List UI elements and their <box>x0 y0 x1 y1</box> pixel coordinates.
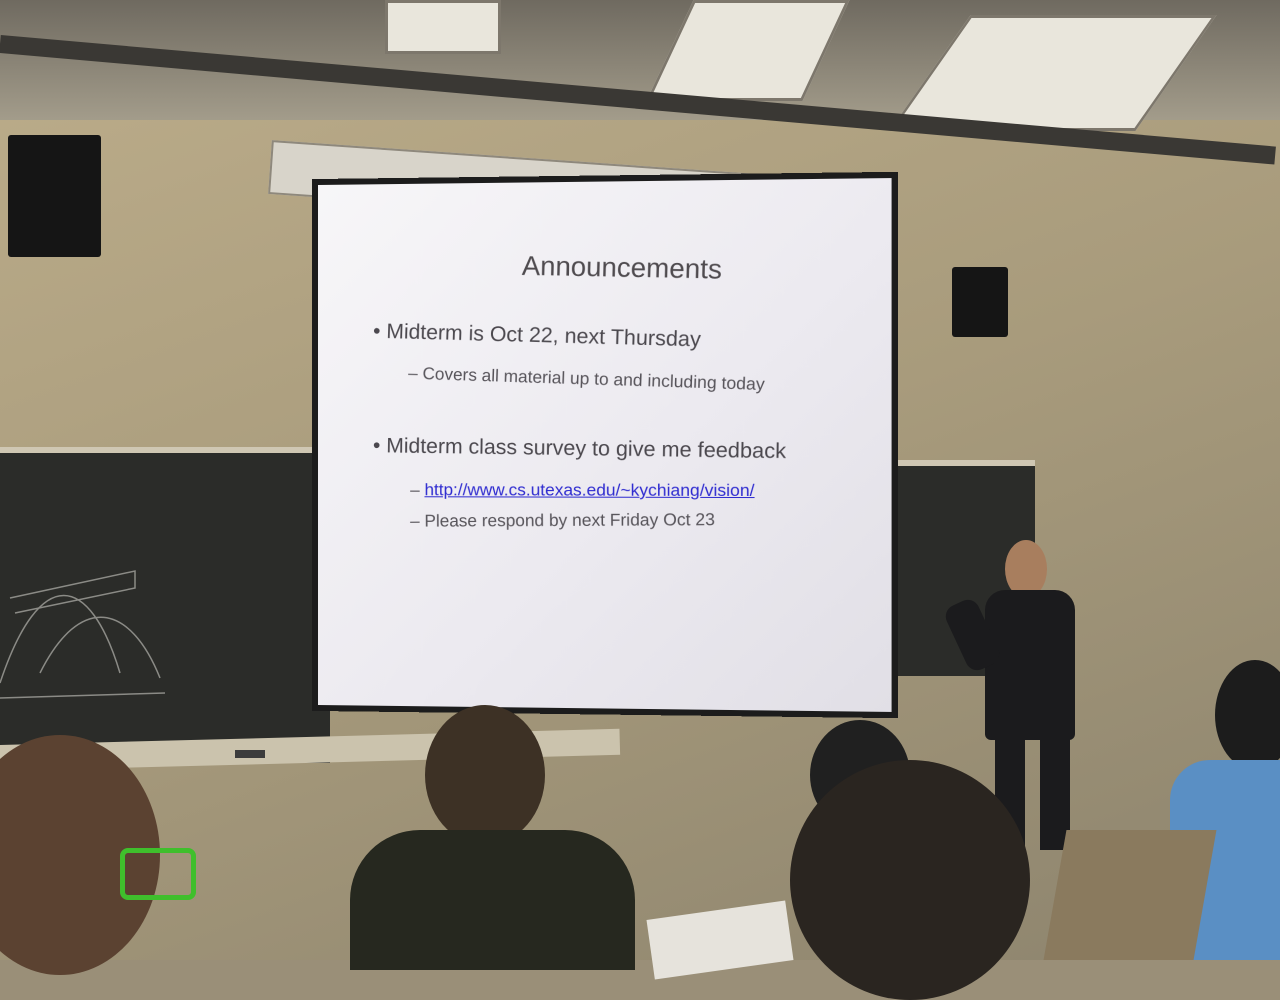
projection-screen <box>318 178 892 712</box>
subitem-dash: – <box>407 363 419 383</box>
subitem-dash: – <box>410 480 420 500</box>
slide-bullet-1 <box>373 320 701 353</box>
desk <box>1044 830 1217 960</box>
slide-subitem <box>410 510 715 532</box>
slide-title: Announcements <box>521 250 723 285</box>
slide-subitem <box>408 364 765 395</box>
student-body <box>350 830 635 970</box>
bullet-dot: • <box>372 434 381 458</box>
slide-subitem-text: Covers all material up to and including today <box>422 364 766 395</box>
student-head <box>425 705 545 845</box>
green-glasses <box>120 848 196 900</box>
chalk-drawing <box>0 453 330 763</box>
bullet-dot: • <box>372 319 381 343</box>
chalkboard-left <box>0 447 330 763</box>
slide-bullet-2 <box>373 434 786 464</box>
student-head <box>790 760 1030 1000</box>
subitem-dash: – <box>410 511 420 531</box>
survey-link[interactable]: http://www.cs.utexas.edu/~kychiang/vision/ <box>424 480 755 501</box>
slide-bullet-text: Midterm class survey to give me feedback <box>386 434 787 464</box>
slide-subitem <box>410 480 754 501</box>
wall-speaker-left <box>8 135 101 257</box>
wall-speaker-right <box>952 267 1008 337</box>
slide-bullet-text: Midterm is Oct 22, next Thursday <box>385 319 702 352</box>
slide-subitem-text: Please respond by next Friday Oct 23 <box>424 509 715 531</box>
ceiling-light <box>385 0 501 54</box>
eraser <box>235 750 265 758</box>
presenter-torso <box>985 590 1075 740</box>
